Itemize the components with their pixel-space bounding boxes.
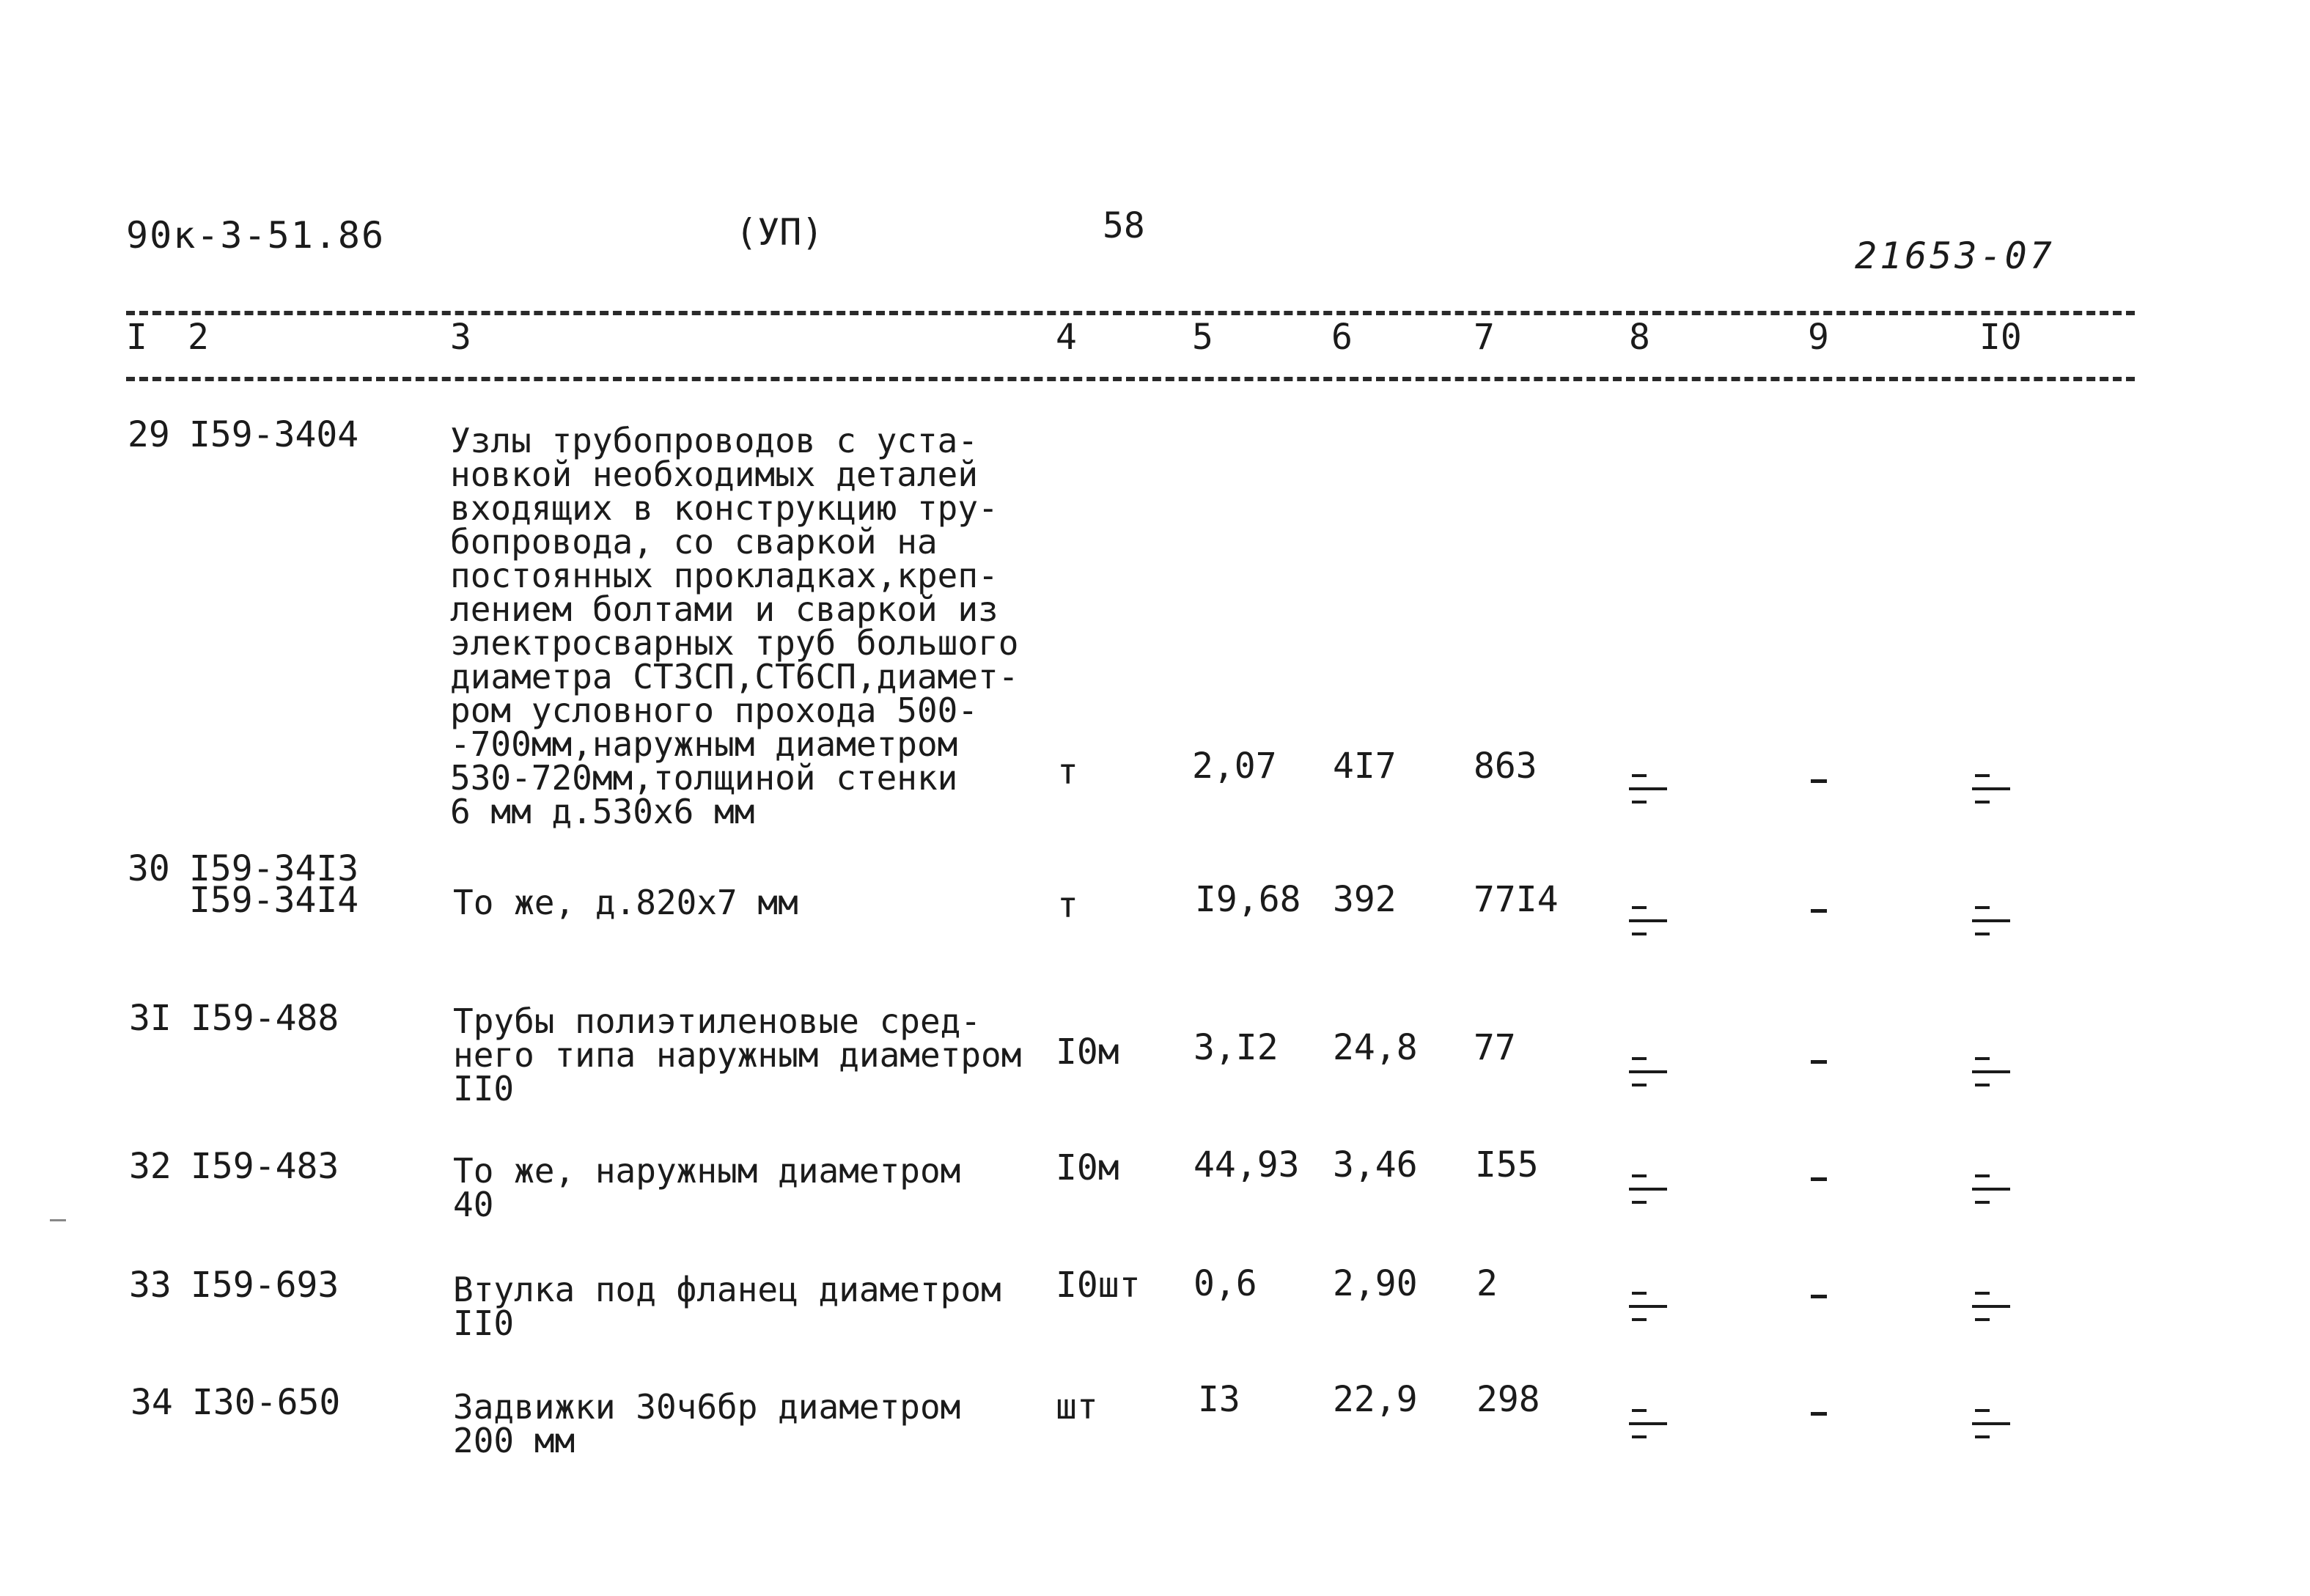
- row-unit: I0м: [1056, 1031, 1119, 1073]
- row-code-secondary: I59-34I4: [189, 880, 359, 921]
- row-col5: I3: [1198, 1379, 1240, 1420]
- row-unit: т: [1057, 751, 1078, 793]
- page-number: 58: [1103, 205, 1145, 246]
- row-unit: I0шт: [1056, 1265, 1141, 1306]
- row-col7: 863: [1474, 746, 1537, 787]
- ditto-mark: [1629, 1409, 1667, 1438]
- row-code: I59-693: [191, 1265, 339, 1306]
- document-code-left: 90к-3-51.86: [126, 214, 386, 257]
- header-top-rule: [126, 311, 2135, 315]
- ditto-mark: [1629, 1292, 1667, 1321]
- row-unit: I0м: [1056, 1147, 1119, 1188]
- column-number-10: I0: [1979, 317, 2022, 358]
- column-number-7: 7: [1474, 317, 1495, 358]
- row-col6: 2,90: [1333, 1263, 1418, 1304]
- row-col6: 3,46: [1333, 1144, 1418, 1185]
- row-number: 3I: [129, 998, 172, 1039]
- ditto-mark: [1629, 906, 1667, 935]
- row-col7: 77I4: [1474, 879, 1559, 920]
- row-col6: 4I7: [1333, 746, 1397, 787]
- row-col5: 2,07: [1192, 746, 1277, 787]
- ditto-mark: [1629, 774, 1667, 803]
- dash-mark: [1811, 1177, 1827, 1181]
- column-number-1: I: [126, 317, 147, 358]
- row-col6: 22,9: [1333, 1379, 1418, 1420]
- row-unit: т: [1057, 885, 1078, 926]
- row-col7: 77: [1474, 1027, 1516, 1068]
- row-code: I30-650: [192, 1382, 341, 1423]
- column-number-3: 3: [450, 317, 471, 358]
- dash-mark: [1811, 1060, 1827, 1064]
- ditto-mark: [1972, 774, 2010, 803]
- ditto-mark: [1972, 1057, 2010, 1086]
- row-col7: I55: [1475, 1144, 1539, 1185]
- row-col6: 392: [1333, 879, 1397, 920]
- row-description: То же, д.820х7 мм: [453, 883, 798, 922]
- row-code: I59-488: [191, 998, 339, 1039]
- row-code: I59-34I3: [189, 848, 359, 889]
- row-number: 29: [128, 414, 170, 455]
- ditto-mark: [1629, 1174, 1667, 1204]
- ditto-mark: [1972, 906, 2010, 935]
- column-number-5: 5: [1192, 317, 1213, 358]
- row-description: То же, наружным диаметром 40: [453, 1151, 961, 1224]
- row-unit: шт: [1056, 1386, 1098, 1427]
- row-code: I59-3404: [189, 414, 359, 455]
- row-col5: 44,93: [1193, 1144, 1300, 1185]
- row-number: 30: [128, 848, 170, 889]
- row-col6: 24,8: [1333, 1027, 1418, 1068]
- column-number-9: 9: [1808, 317, 1829, 358]
- row-description: Трубы полиэтиленовые сред- него типа наружным диаметром II0: [453, 1001, 1022, 1108]
- row-number: 32: [129, 1146, 172, 1187]
- column-number-2: 2: [188, 317, 209, 358]
- column-number-6: 6: [1331, 317, 1353, 358]
- row-code: I59-483: [191, 1146, 339, 1187]
- row-col7: 298: [1476, 1379, 1540, 1420]
- row-col5: 3,I2: [1193, 1027, 1279, 1068]
- header-bottom-rule: [126, 377, 2135, 381]
- margin-mark: [50, 1219, 66, 1221]
- ditto-mark: [1972, 1174, 2010, 1204]
- row-col7: 2: [1476, 1263, 1498, 1304]
- row-number: 34: [130, 1382, 173, 1423]
- ditto-mark: [1629, 1057, 1667, 1086]
- ditto-mark: [1972, 1292, 2010, 1321]
- row-col5: I9,68: [1195, 879, 1301, 920]
- dash-mark: [1811, 1295, 1827, 1298]
- dash-mark: [1811, 779, 1827, 783]
- column-number-8: 8: [1629, 317, 1650, 358]
- row-number: 33: [129, 1265, 172, 1306]
- ditto-mark: [1972, 1409, 2010, 1438]
- dash-mark: [1811, 909, 1827, 913]
- row-description: Задвижки 30ч6бр диаметром 200 мм: [453, 1387, 961, 1460]
- row-col5: 0,6: [1193, 1263, 1257, 1304]
- row-description: Втулка под фланец диаметром II0: [453, 1270, 1001, 1343]
- section-label: (УП): [735, 211, 824, 254]
- dash-mark: [1811, 1412, 1827, 1416]
- document-code-right: 21653-07: [1855, 235, 2055, 277]
- column-number-4: 4: [1056, 317, 1077, 358]
- row-description: Узлы трубопроводов с уста- новкой необходимых деталей входящих в конструкцию тру- бопровода, со сваркой на постоянных прокладках,креп- лением болтами и сваркой из электросварных труб большого диаметра СТ3СП,СТ6СП,диамет- ром условного прохода 500- -700мм,наружным диаметром 530-720мм,толщиной стенки 6 мм д.530х6 мм: [450, 421, 1019, 831]
